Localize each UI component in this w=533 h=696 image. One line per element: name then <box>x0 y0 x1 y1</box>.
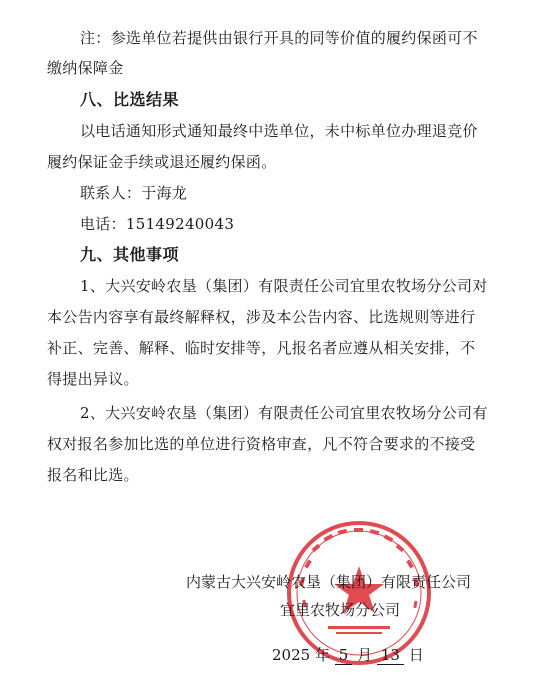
item2-line-2: 权对报名参加比选的单位进行资格审查，凡不符合要求的不接受 <box>47 435 476 453</box>
item1-line-1: 1、大兴安岭农垦（集团）有限责任公司宜里农牧场分公司对 <box>80 277 488 295</box>
section8-heading: 八、比选结果 <box>80 90 180 109</box>
signature-org-line-1: 内蒙古大兴安岭农垦（集团）有限责任公司 <box>186 573 472 591</box>
contact-person: 联系人：于海龙 <box>80 184 188 202</box>
note-line-2: 缴纳保障金 <box>47 59 124 77</box>
date-year-unit: 年 <box>314 646 330 664</box>
section8-para-line-2: 履约保证金手续或退还履约保函。 <box>47 153 277 171</box>
note-line-1: 注：参选单位若提供由银行开具的同等价值的履约保函可不 <box>80 29 478 47</box>
signature-date <box>272 645 424 665</box>
date-day: 13 <box>377 646 404 665</box>
date-month: 5 <box>335 646 353 665</box>
item2-line-1: 2、大兴安岭农垦（集团）有限责任公司宜里农牧场分公司有 <box>80 404 488 422</box>
date-month-unit: 月 <box>357 646 373 664</box>
section8-para-line-1: 以电话通知形式通知最终中选单位，未中标单位办理退竞价 <box>80 122 478 140</box>
contact-phone: 电话：15149240043 <box>80 215 235 233</box>
date-year: 2025 <box>272 646 311 664</box>
item1-line-2: 本公告内容享有最终解释权，涉及本公告内容、比选规则等进行 <box>47 308 476 326</box>
item2-line-3: 报名和比选。 <box>47 466 139 484</box>
item1-line-4: 得提出异议。 <box>47 370 139 388</box>
date-day-unit: 日 <box>408 646 424 664</box>
signature-org-line-2: 宜里农牧场分公司 <box>280 601 401 619</box>
section9-heading: 九、其他事项 <box>80 245 180 264</box>
item1-line-3: 补正、完善、解释、临时安排等，凡报名者应遵从相关安排，不 <box>47 339 476 357</box>
